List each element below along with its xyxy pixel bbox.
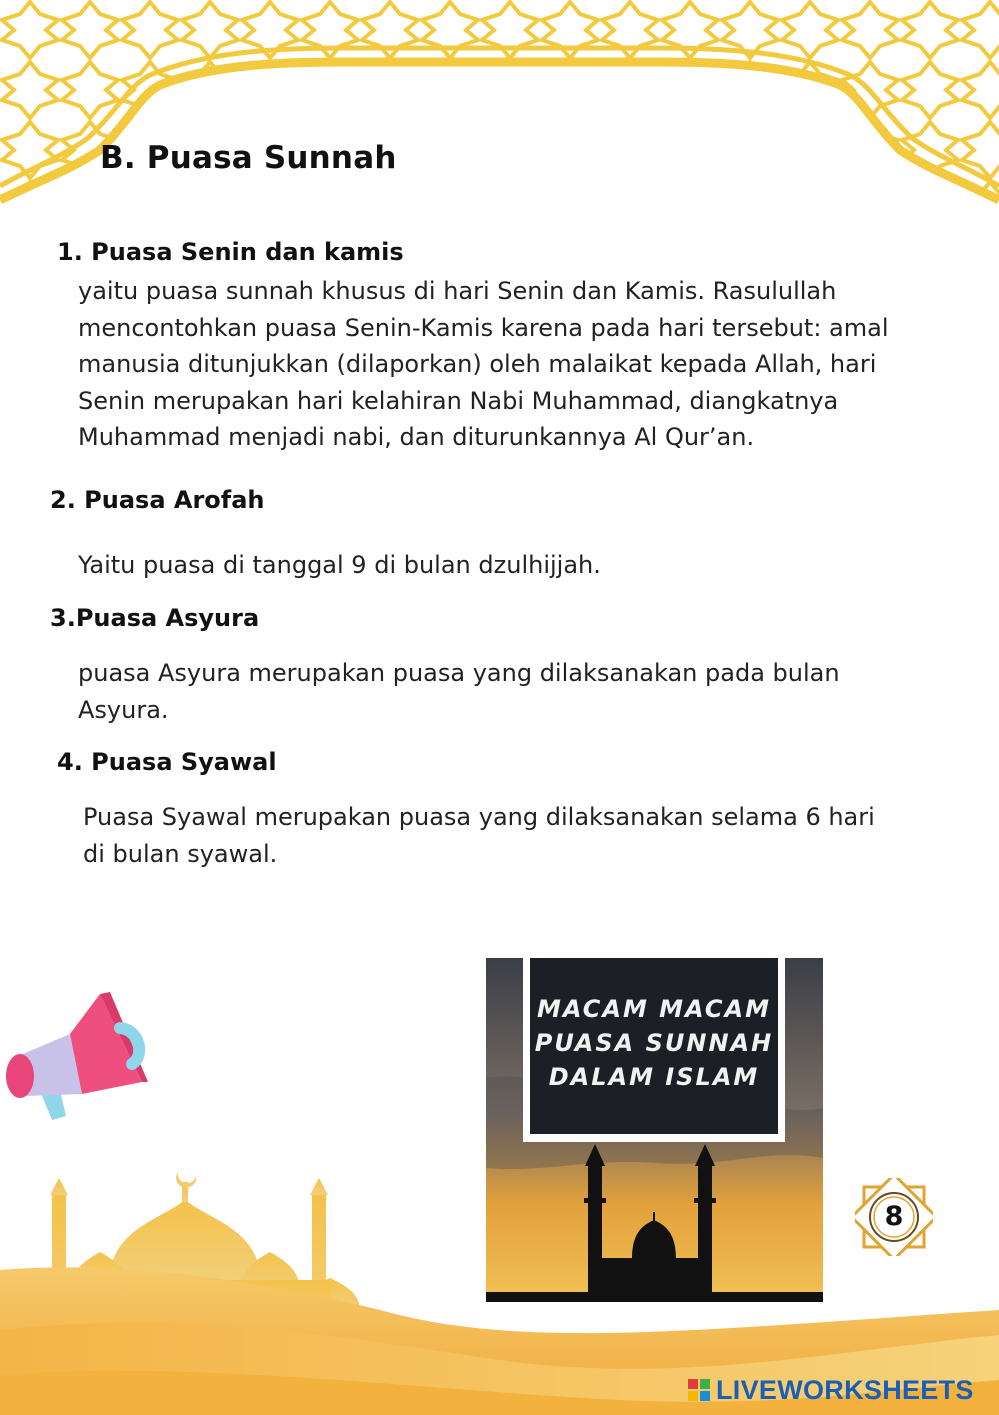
section-1-text bbox=[78, 273, 889, 456]
brand-footer[interactable] bbox=[688, 1372, 974, 1408]
section-4-heading: 4. Puasa Syawal bbox=[57, 748, 277, 776]
brand-name: LIVEWORKSHEETS bbox=[716, 1374, 974, 1405]
section-3-line: puasa Asyura merupakan puasa yang dilaksanakan pada bulan bbox=[78, 659, 840, 687]
section-4-text bbox=[83, 799, 875, 872]
page-title: B. Puasa Sunnah bbox=[100, 140, 397, 176]
section-1-line: mencontohkan puasa Senin-Kamis karena pada hari tersebut: amal bbox=[78, 313, 889, 342]
cover-title-line: PUASA SUNNAH bbox=[534, 1029, 774, 1057]
cover-title-line: DALAM ISLAM bbox=[548, 1063, 760, 1091]
section-2-heading: 2. Puasa Arofah bbox=[50, 486, 265, 514]
section-4-line: Puasa Syawal merupakan puasa yang dilaksanakan selama 6 hari bbox=[83, 803, 875, 831]
section-1-line: manusia ditunjukkan (dilaporkan) oleh malaikat kepada Allah, hari bbox=[78, 350, 877, 378]
top-ornament-frame bbox=[0, 0, 999, 215]
section-1-line: yaitu puasa sunnah khusus di hari Senin dan Kamis. Rasulullah bbox=[78, 277, 837, 305]
page-number: 8 bbox=[884, 1201, 904, 1232]
section-2-line: Yaitu puasa di tanggal 9 di bulan dzulhijjah. bbox=[78, 551, 601, 579]
megaphone-icon bbox=[0, 990, 150, 1130]
cover-title-box bbox=[523, 958, 785, 1142]
section-3-text bbox=[78, 655, 840, 728]
section-1-heading: 1. Puasa Senin dan kamis bbox=[57, 238, 404, 266]
section-1-line: Senin merupakan hari kelahiran Nabi Muhammad, diangkatnya bbox=[78, 386, 839, 415]
section-4-line: di bulan syawal. bbox=[83, 839, 278, 868]
section-3-heading: 3.Puasa Asyura bbox=[50, 604, 260, 632]
section-2-text bbox=[78, 547, 601, 584]
section-1-line: Muhammad menjadi nabi, dan diturunkannya Al Qur’an. bbox=[78, 423, 755, 451]
cover-title-line: MACAM MACAM bbox=[537, 995, 771, 1023]
liveworksheets-logo-icon bbox=[688, 1379, 710, 1401]
cover-image bbox=[486, 958, 823, 1302]
section-3-line: Asyura. bbox=[78, 695, 169, 724]
